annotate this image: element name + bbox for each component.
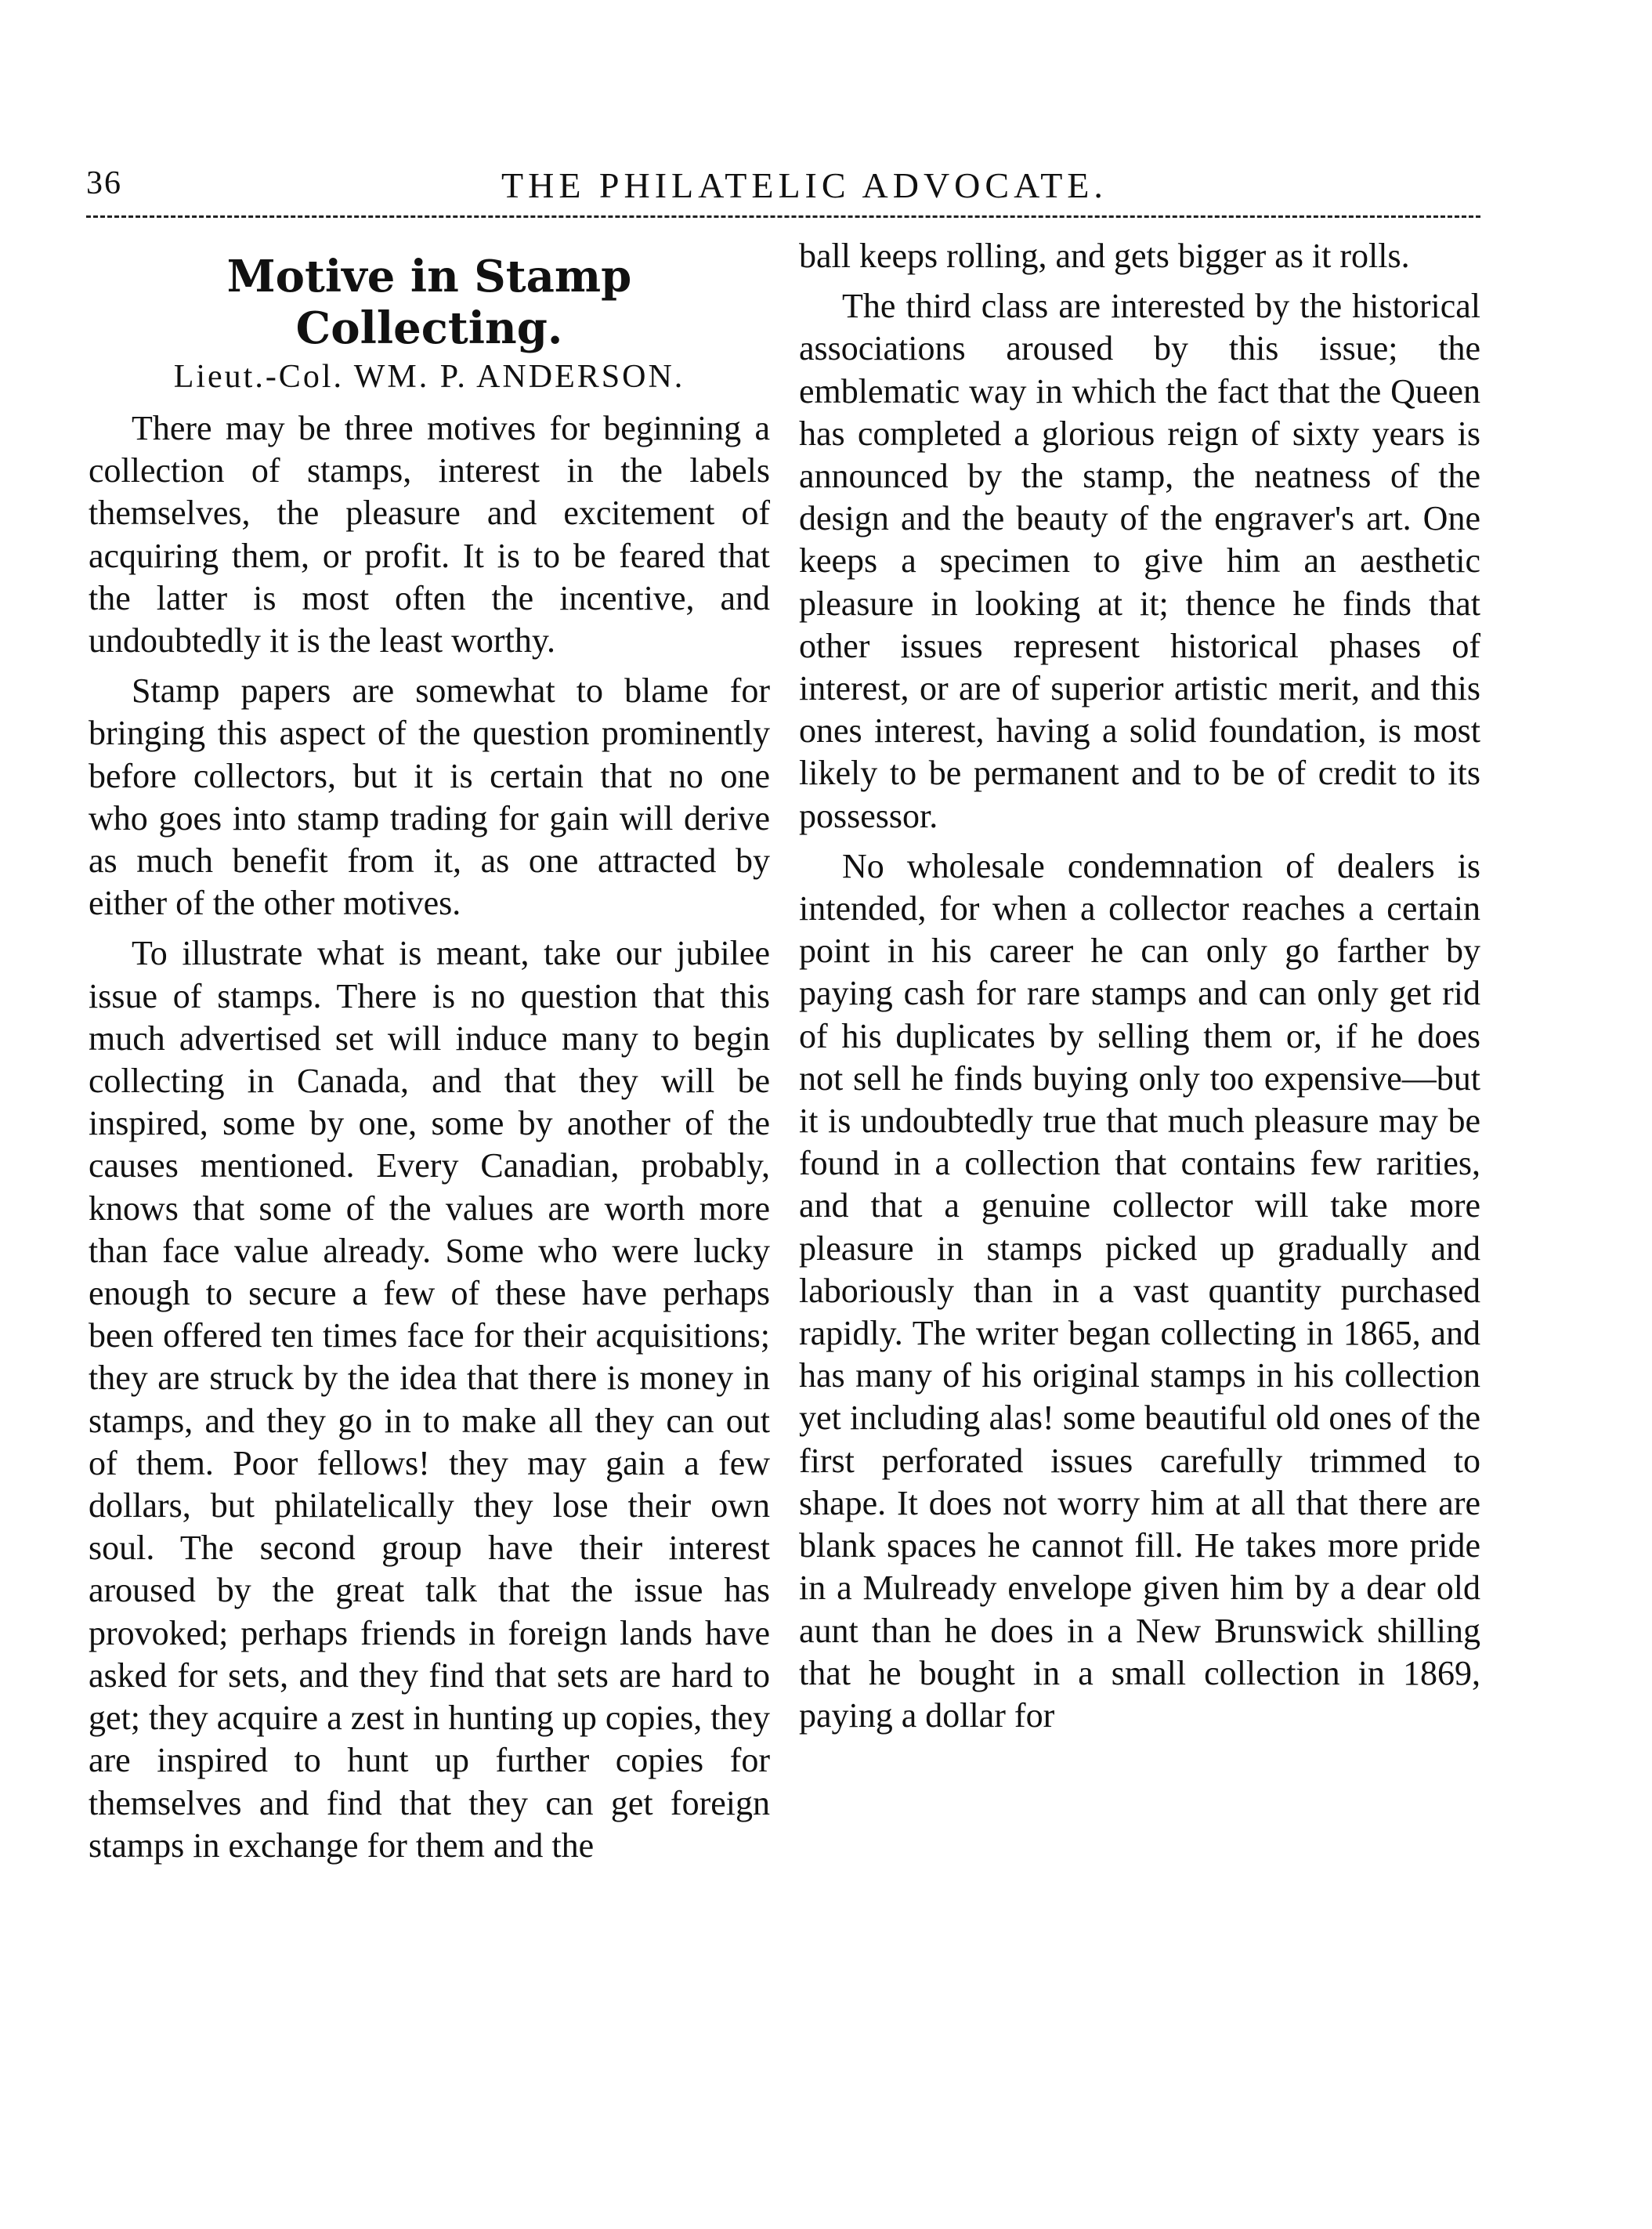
left-column [89,235,770,1867]
paragraph: No wholesale condemnation of dealers is intended, for when a collector reaches a certain point in his career he can only go farther by paying cash for rare stamps and can only get rid of his duplicates by selling them or, if he does not sell he finds buying only too expensive—but it is undoubtedly true that much pleasure may be found in a collection that contains few rarities, and that a genuine collector will take more pleasure in stamps picked up gradually and laboriously than in a vast quantity purchased rapidly. The writer began collecting in 1865, and has many of his original stamps in his collection yet including alas! some beautiful old ones of the first perforated issues carefully trimmed to shape. It does not worry him at all that there are blank spaces he cannot fill. He takes more pride in a Mulready envelope given him by a dear old aunt than he does in a New Brunswick shilling that he bought in a small collection in 1869, paying a dollar for [799,846,1480,1735]
paragraph: To illustrate what is meant, take our jubilee issue of stamps. There is no question that this much advertised set will induce many to begin collecting in Canada, and that they will be inspired, some by one, some by another of the causes mentioned. Every Canadian, probably, knows that some of the values are worth more than face value already. Some who were lucky enough to secure a few of these have perhaps been offered ten times face for their acquisitions; they are struck by the idea that there is money in stamps, and they go in to make all they can out of them. Poor fellows! they may gain a few dollars, but philatelically they lose their own soul. The second group have their interest aroused by the great talk that the issue has provoked; perhaps friends in foreign lands have asked for sets, and they find that sets are hard to get; they acquire a zest in hunting up copies, they are inspired to hunt up further copies for themselves and find that they can get foreign stamps in exchange for them and the [89,934,770,1865]
journal-title: THE PHILATELIC ADVOCATE. [501,165,1108,205]
page-number: 36 [86,165,122,201]
paragraph: There may be three motives for beginning a collection of stamps, interest in the labels themselves, the pleasure and excitement of acquiring them, or profit. It is to be feared that the latter is most often the incentive, and undoubtedly it is the least worthy. [89,409,770,660]
right-column [799,235,1480,1737]
article-byline: Lieut.-Col. WM. P. ANDERSON. [173,359,685,395]
running-head [86,165,1480,212]
paragraph: The third class are interested by the historical associations aroused by this issue; the emblematic way in which the fact that the Queen has completed a glorious reign of sixty years is announced by the stamp, the neatness of the design and the beauty of the engraver's art. One keeps a specimen to give him an aesthetic pleasure in looking at it; thence he finds that other issues represent historical phases of interest, or are of superior artistic merit, and this ones interest, having a solid foundation, is most likely to be permanent and to be of credit to its possessor. [799,287,1480,835]
article-title: Motive in Stamp Collecting. [226,251,632,354]
paragraph-continued: ball keeps rolling, and gets bigger as it rolls. [799,237,1410,275]
paragraph: Stamp papers are somewhat to blame for bringing this aspect of the question prominently before collectors, but it is certain that no one who goes into stamp trading for gain will derive as much benefit from it, as one attracted by either of the other motives. [89,671,770,923]
header-rule [86,215,1480,218]
